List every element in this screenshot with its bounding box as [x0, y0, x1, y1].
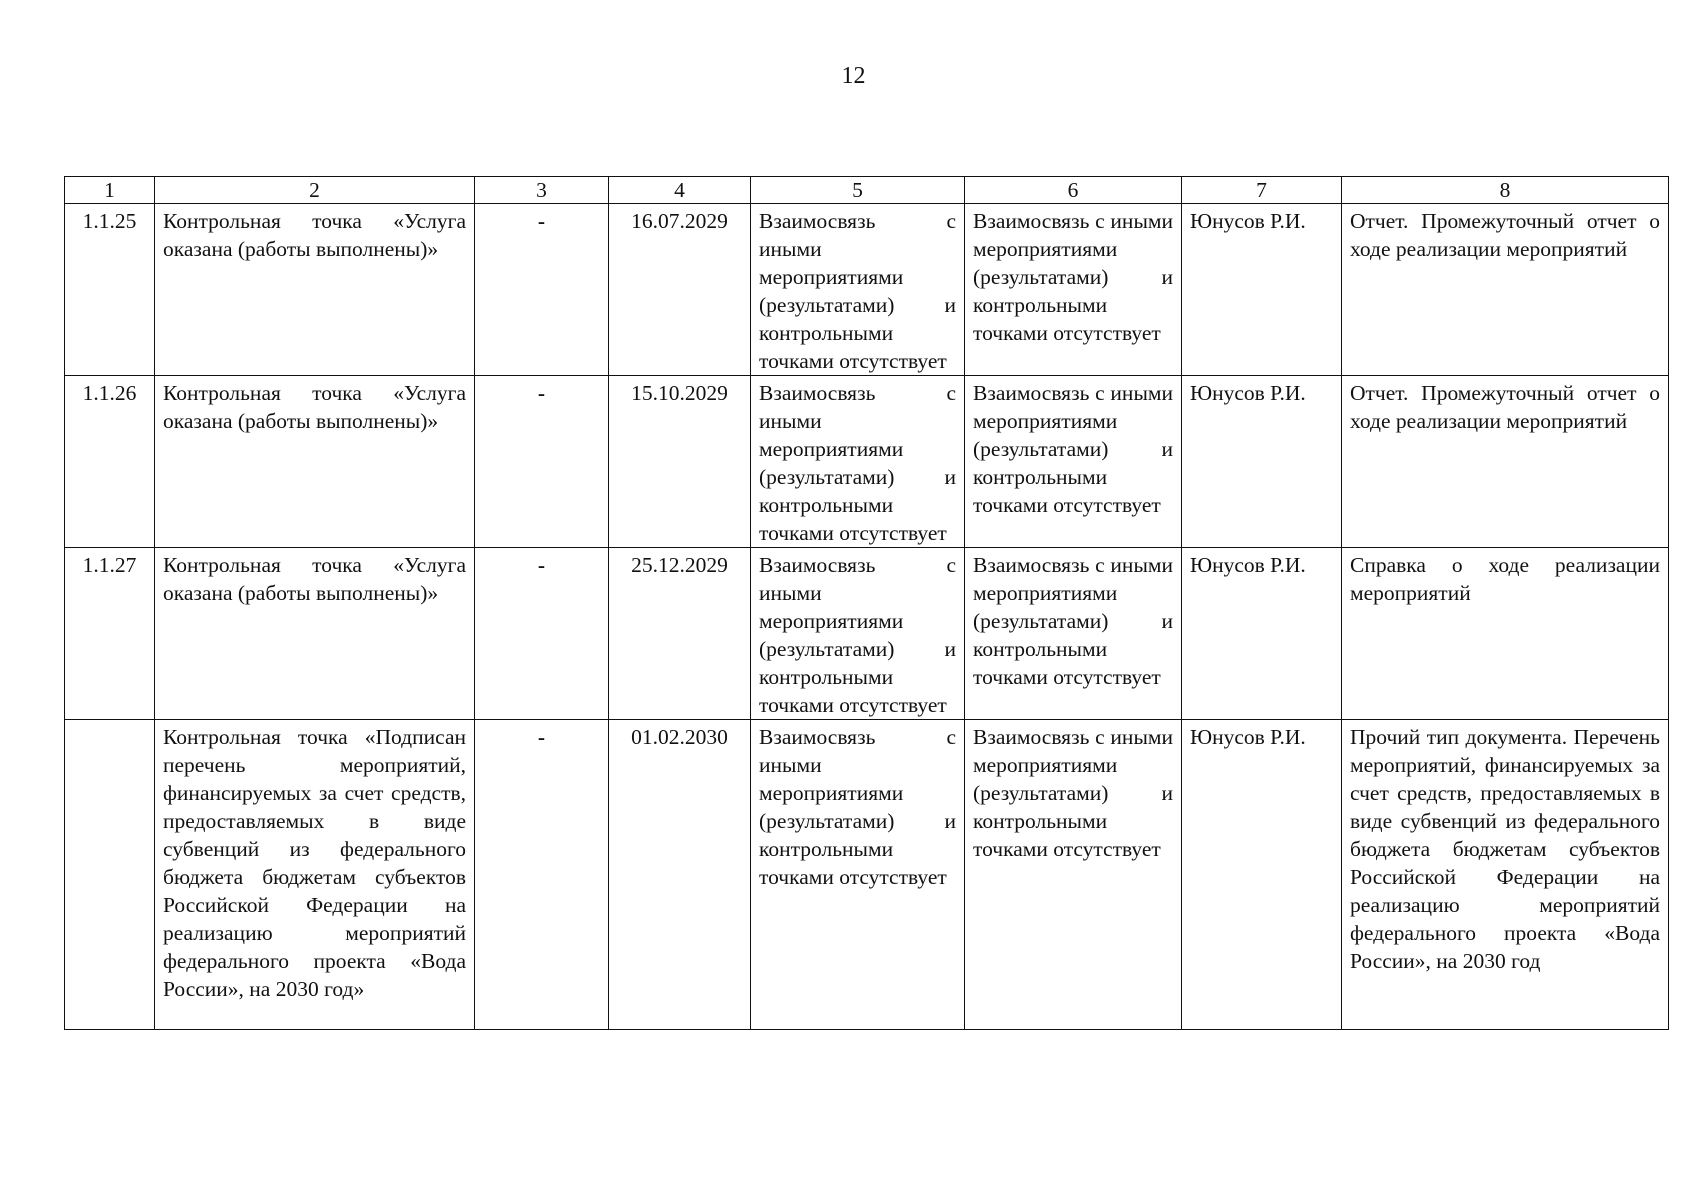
column-header: 4 — [609, 177, 751, 204]
column-header: 8 — [1342, 177, 1669, 204]
table-header-row — [65, 177, 1669, 204]
relationship-col5: Взаимосвязь с иными мероприятиями (результатами) и контрольными точками отсутствует — [751, 204, 965, 376]
document-type: Отчет. Промежуточный отчет о ходе реализации мероприятий — [1342, 204, 1669, 376]
row-id: 1.1.25 — [65, 204, 155, 376]
relationship-col5: Взаимосвязь с иными мероприятиями (результатами) и контрольными точками отсутствует — [751, 548, 965, 720]
control-point-date: 15.10.2029 — [609, 376, 751, 548]
column-3-value: - — [475, 548, 609, 720]
row-id: 1.1.27 — [65, 548, 155, 720]
column-3-value: - — [475, 204, 609, 376]
control-point-date: 25.12.2029 — [609, 548, 751, 720]
column-header: 2 — [155, 177, 475, 204]
column-3-value: - — [475, 720, 609, 1030]
page-number: 12 — [841, 63, 866, 89]
column-header: 7 — [1182, 177, 1342, 204]
relationship-col5: Взаимосвязь с иными мероприятиями (результатами) и контрольными точками отсутствует — [751, 720, 965, 1030]
relationship-col6: Взаимосвязь с иными мероприятиями (результатами) и контрольными точками отсутствует — [965, 376, 1182, 548]
column-header: 1 — [65, 177, 155, 204]
table-row — [65, 548, 1669, 720]
control-point-name: Контрольная точка «Услуга оказана (работы выполнены)» — [155, 204, 475, 376]
control-point-name: Контрольная точка «Услуга оказана (работы выполнены)» — [155, 548, 475, 720]
responsible-person: Юнусов Р.И. — [1182, 376, 1342, 548]
responsible-person: Юнусов Р.И. — [1182, 548, 1342, 720]
document-type: Справка о ходе реализации мероприятий — [1342, 548, 1669, 720]
table-row — [65, 720, 1669, 1030]
table-row — [65, 204, 1669, 376]
row-id: 1.1.26 — [65, 376, 155, 548]
control-point-name: Контрольная точка «Услуга оказана (работы выполнены)» — [155, 376, 475, 548]
relationship-col5: Взаимосвязь с иными мероприятиями (результатами) и контрольными точками отсутствует — [751, 376, 965, 548]
control-point-date: 01.02.2030 — [609, 720, 751, 1030]
control-point-name: Контрольная точка «Подписан перечень мероприятий, финансируемых за счет средств, предоставляемых в виде субвенций из федерального бюджета бюджетам субъектов Российской Федерации на реализацию мероприятий федерального проекта «Вода России», на 2030 год» — [155, 720, 475, 1030]
responsible-person: Юнусов Р.И. — [1182, 720, 1342, 1030]
row-id — [65, 720, 155, 1030]
document-type: Прочий тип документа. Перечень мероприятий, финансируемых за счет средств, предоставляемых в виде субвенций из федерального бюджета бюджетам субъектов Российской Федерации на реализацию мероприятий федерального проекта «Вода России», на 2030 год — [1342, 720, 1669, 1030]
table-row — [65, 376, 1669, 548]
responsible-person: Юнусов Р.И. — [1182, 204, 1342, 376]
relationship-col6: Взаимосвязь с иными мероприятиями (результатами) и контрольными точками отсутствует — [965, 720, 1182, 1030]
document-type: Отчет. Промежуточный отчет о ходе реализации мероприятий — [1342, 376, 1669, 548]
control-point-date: 16.07.2029 — [609, 204, 751, 376]
control-points-table — [64, 176, 1669, 1030]
column-header: 5 — [751, 177, 965, 204]
relationship-col6: Взаимосвязь с иными мероприятиями (результатами) и контрольными точками отсутствует — [965, 204, 1182, 376]
column-header: 3 — [475, 177, 609, 204]
column-header: 6 — [965, 177, 1182, 204]
relationship-col6: Взаимосвязь с иными мероприятиями (результатами) и контрольными точками отсутствует — [965, 548, 1182, 720]
column-3-value: - — [475, 376, 609, 548]
